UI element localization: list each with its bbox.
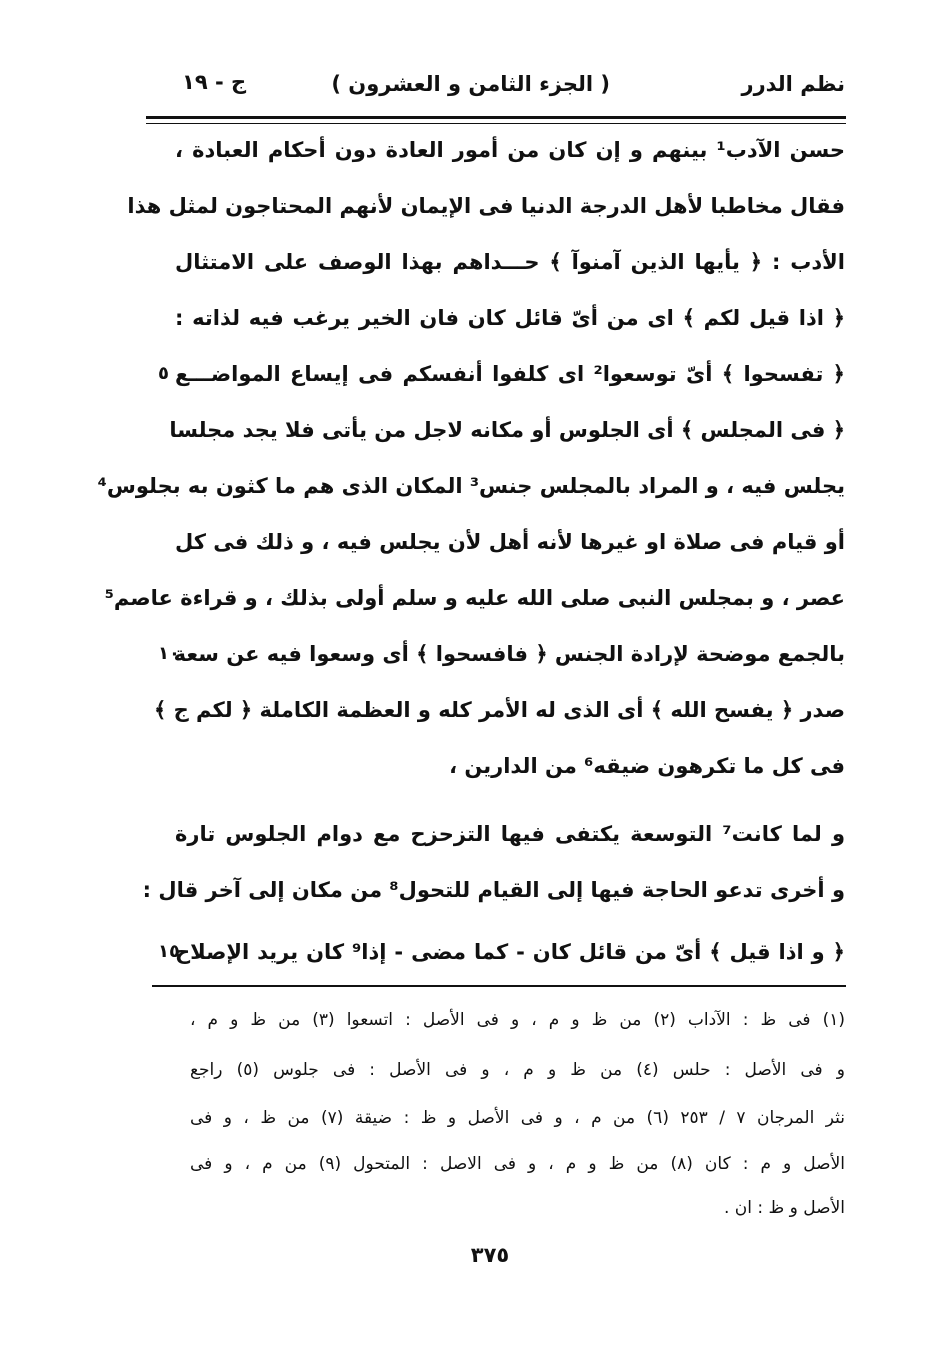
footnote-rule: [152, 985, 846, 987]
body-line: فقال مخاطبا لأهل الدرجة الدنيا فى الإيمان لأنهم المحتاجون لمثل هذا: [127, 194, 845, 218]
line-number-5: ٥: [158, 363, 169, 384]
line-number-10: ١٠: [158, 643, 180, 664]
page-number: ٣٧٥: [470, 1243, 510, 1267]
header-rule-thick: [146, 116, 846, 119]
body-line: عصر ، و بمجلس النبى صلى الله عليه و سلم أولى بذلك ، و قراءة عاصم⁵: [104, 586, 845, 610]
body-line: ﴿ و اذا قيل ﴾ أىّ من قائل كان - كما مضى - إذا⁹ كان يريد الإصلاح: [175, 940, 845, 964]
body-line: حسن الآدب¹ بينهم و إن كان من أمور العادة دون أحكام العبادة ،: [175, 138, 846, 162]
body-line: صدر ﴿ يفسح الله ﴾ أى الذى له الأمر كله و العظمة الكاملة ﴿ لكم ج ﴾: [153, 698, 845, 722]
body-line: ﴿ فى المجلس ﴾ أى الجلوس أو مكانه لاجل من يأتى فلا يجد مجلسا: [169, 418, 845, 442]
body-line: يجلس فيه ، و المراد بالمجلس جنس³ المكان الذى هم ما كثون به بجلوس⁴: [97, 474, 845, 498]
part-title: ( الجزء الثامن و العشرون ): [331, 72, 610, 96]
body-line: الأدب : ﴿ يأيها الذين آمنوآ ﴾ حـــداهم بهذا الوصف على الامتثال: [175, 250, 845, 274]
body-line: أو قيام فى صلاة او غيرها لأنه أهل لأن يجلس فيه ، و ذلك فى كل: [175, 530, 845, 554]
footnote-line: و فى الأصل : حلس (٤) من ظ و م ، و فى الأصل : فى جلوس (٥) راجع: [190, 1060, 845, 1080]
body-line: ﴿ اذا قيل لكم ﴾ اى من أىّ قائل كان فان الخير يرغب فيه لذاته :: [175, 306, 845, 330]
body-line: و لما كانت⁷ التوسعة يكتفى فيها التزحزح مع دوام الجلوس تارة: [175, 822, 845, 846]
body-line: فى كل ما تكرهون ضيقه⁶ من الدارين ،: [449, 754, 845, 778]
footnote-line: الأصل و ظ : ان .: [723, 1198, 845, 1218]
footnote-line: نثر المرجان ٧ / ٢٥٣ (٦) من م ، و فى الأصل و ظ : ضيقة (٧) من ظ ، و فى: [190, 1108, 845, 1128]
book-title: نظم الدرر: [741, 72, 845, 96]
footnote-line: الأصل و م : كان (٨) من ظ و م ، و فى الاصل : المتحول (٩) من م ، و فى: [190, 1154, 845, 1174]
volume-label: ج - ١٩: [182, 70, 247, 94]
body-line: ﴿ تفسحوا ﴾ أىّ توسعوا² اى كلفوا أنفسكم فى إيساع المواضـــع: [175, 362, 845, 386]
header-rule-thin: [146, 123, 846, 124]
page-header: [170, 68, 845, 108]
body-line: و أخرى تدعو الحاجة فيها إلى القيام للتحول⁸ من مكان إلى آخر قال :: [142, 878, 845, 902]
line-number-15: ١٥: [158, 941, 180, 962]
body-line: بالجمع موضحة لإرادة الجنس ﴿ فافسحوا ﴾ أى وسعوا فيه عن سعة: [173, 642, 845, 666]
footnote-line: (١) فى ظ : الآداب (٢) من ظ و م ، و فى الأصل : اتسعوا (٣) من ظ و م ،: [190, 1010, 846, 1030]
